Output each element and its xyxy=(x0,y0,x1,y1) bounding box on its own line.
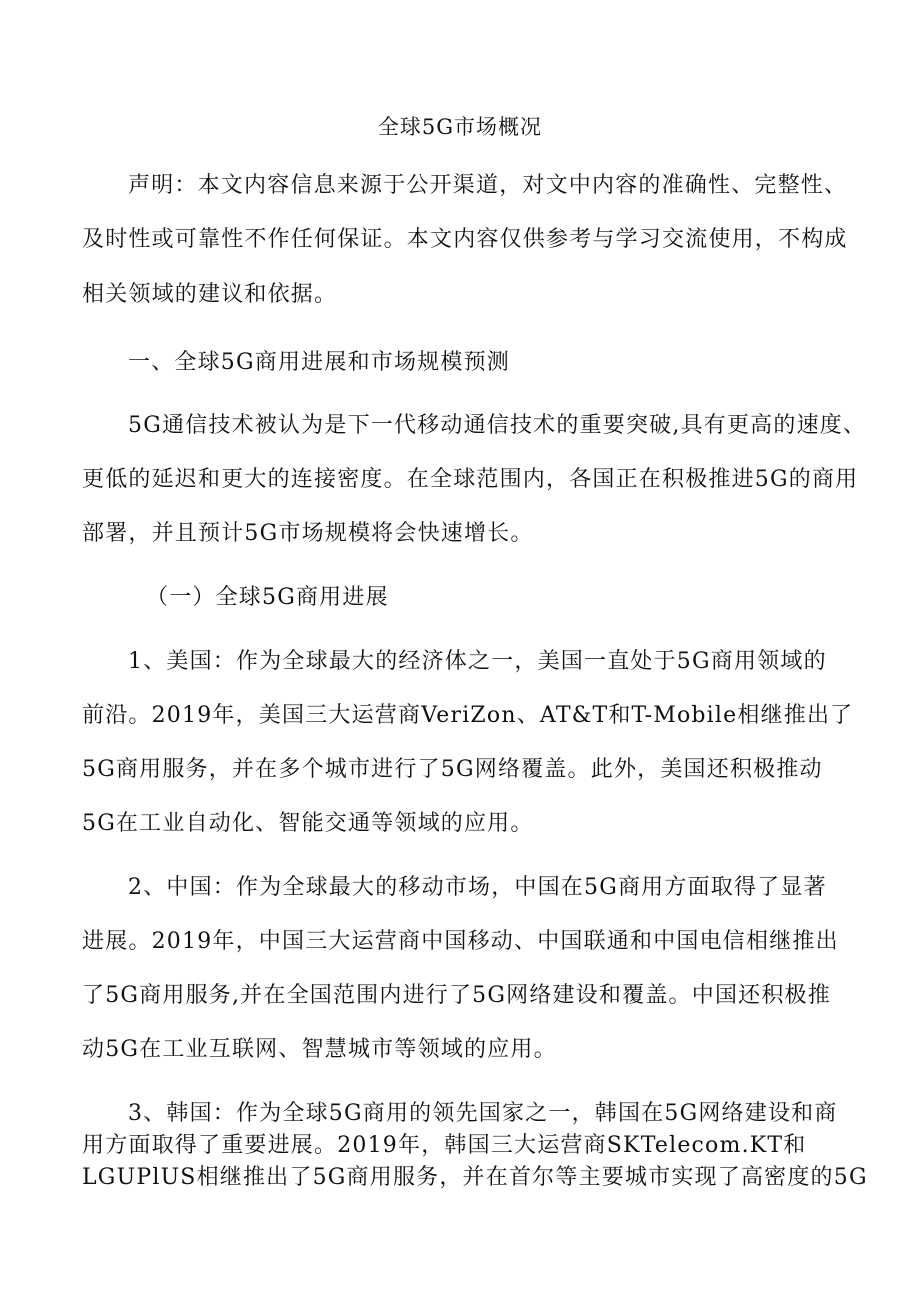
intro-line-2: 更低的延迟和更大的连接密度。在全球范围内，各国正在积极推进5G的商用 xyxy=(82,467,859,492)
korea-line-3: LGUPlUS相继推出了5G商用服务，并在首尔等主要城市实现了高密度的5G xyxy=(82,1165,868,1190)
china-line-4: 动5G在工业互联网、智慧城市等领域的应用。 xyxy=(82,1037,557,1062)
china-line-1: 2、中国：作为全球最大的移动市场，中国在5G商用方面取得了显著 xyxy=(128,875,827,900)
usa-line-2: 前沿。2019年，美国三大运营商VeriZon、AT&T和T-Mobile相继推出了 xyxy=(82,703,854,728)
usa-line-4: 5G在工业自动化、智能交通等领域的应用。 xyxy=(82,811,534,836)
disclaimer-line-3: 相关领域的建议和依据。 xyxy=(82,282,338,307)
china-line-2: 进展。2019年，中国三大运营商中国移动、中国联通和中国电信相继推出 xyxy=(82,929,839,954)
intro-line-3: 部署，并且预计5G市场规模将会快速增长。 xyxy=(82,521,534,546)
section-heading: 一、全球5G商用进展和市场规模预测 xyxy=(128,350,510,375)
subsection-heading: （一）全球5G商用进展 xyxy=(146,585,389,610)
usa-line-1: 1、美国：作为全球最大的经济体之一，美国一直处于5G商用领域的 xyxy=(128,649,827,674)
disclaimer-line-1: 声明：本文内容信息来源于公开渠道，对文中内容的准确性、完整性、 xyxy=(128,173,848,198)
disclaimer-line-2: 及时性或可靠性不作任何保证。本文内容仅供参考与学习交流使用，不构成 xyxy=(82,227,848,252)
intro-line-1: 5G通信技术被认为是下一代移动通信技术的重要突破,具有更高的速度、 xyxy=(128,413,867,438)
china-line-3: 了5G商用服务,并在全国范围内进行了5G网络建设和覆盖。中国还积极推 xyxy=(82,983,831,1008)
document-title: 全球5G市场概况 xyxy=(377,115,543,139)
usa-line-3: 5G商用服务，并在多个城市进行了5G网络覆盖。此外，美国还积极推动 xyxy=(82,757,823,782)
korea-line-2: 用方面取得了重要进展。2019年，韩国三大运营商SKTelecom.KT和 xyxy=(82,1133,807,1158)
korea-line-1: 3、韩国：作为全球5G商用的领先国家之一，韩国在5G网络建设和商 xyxy=(128,1101,838,1126)
